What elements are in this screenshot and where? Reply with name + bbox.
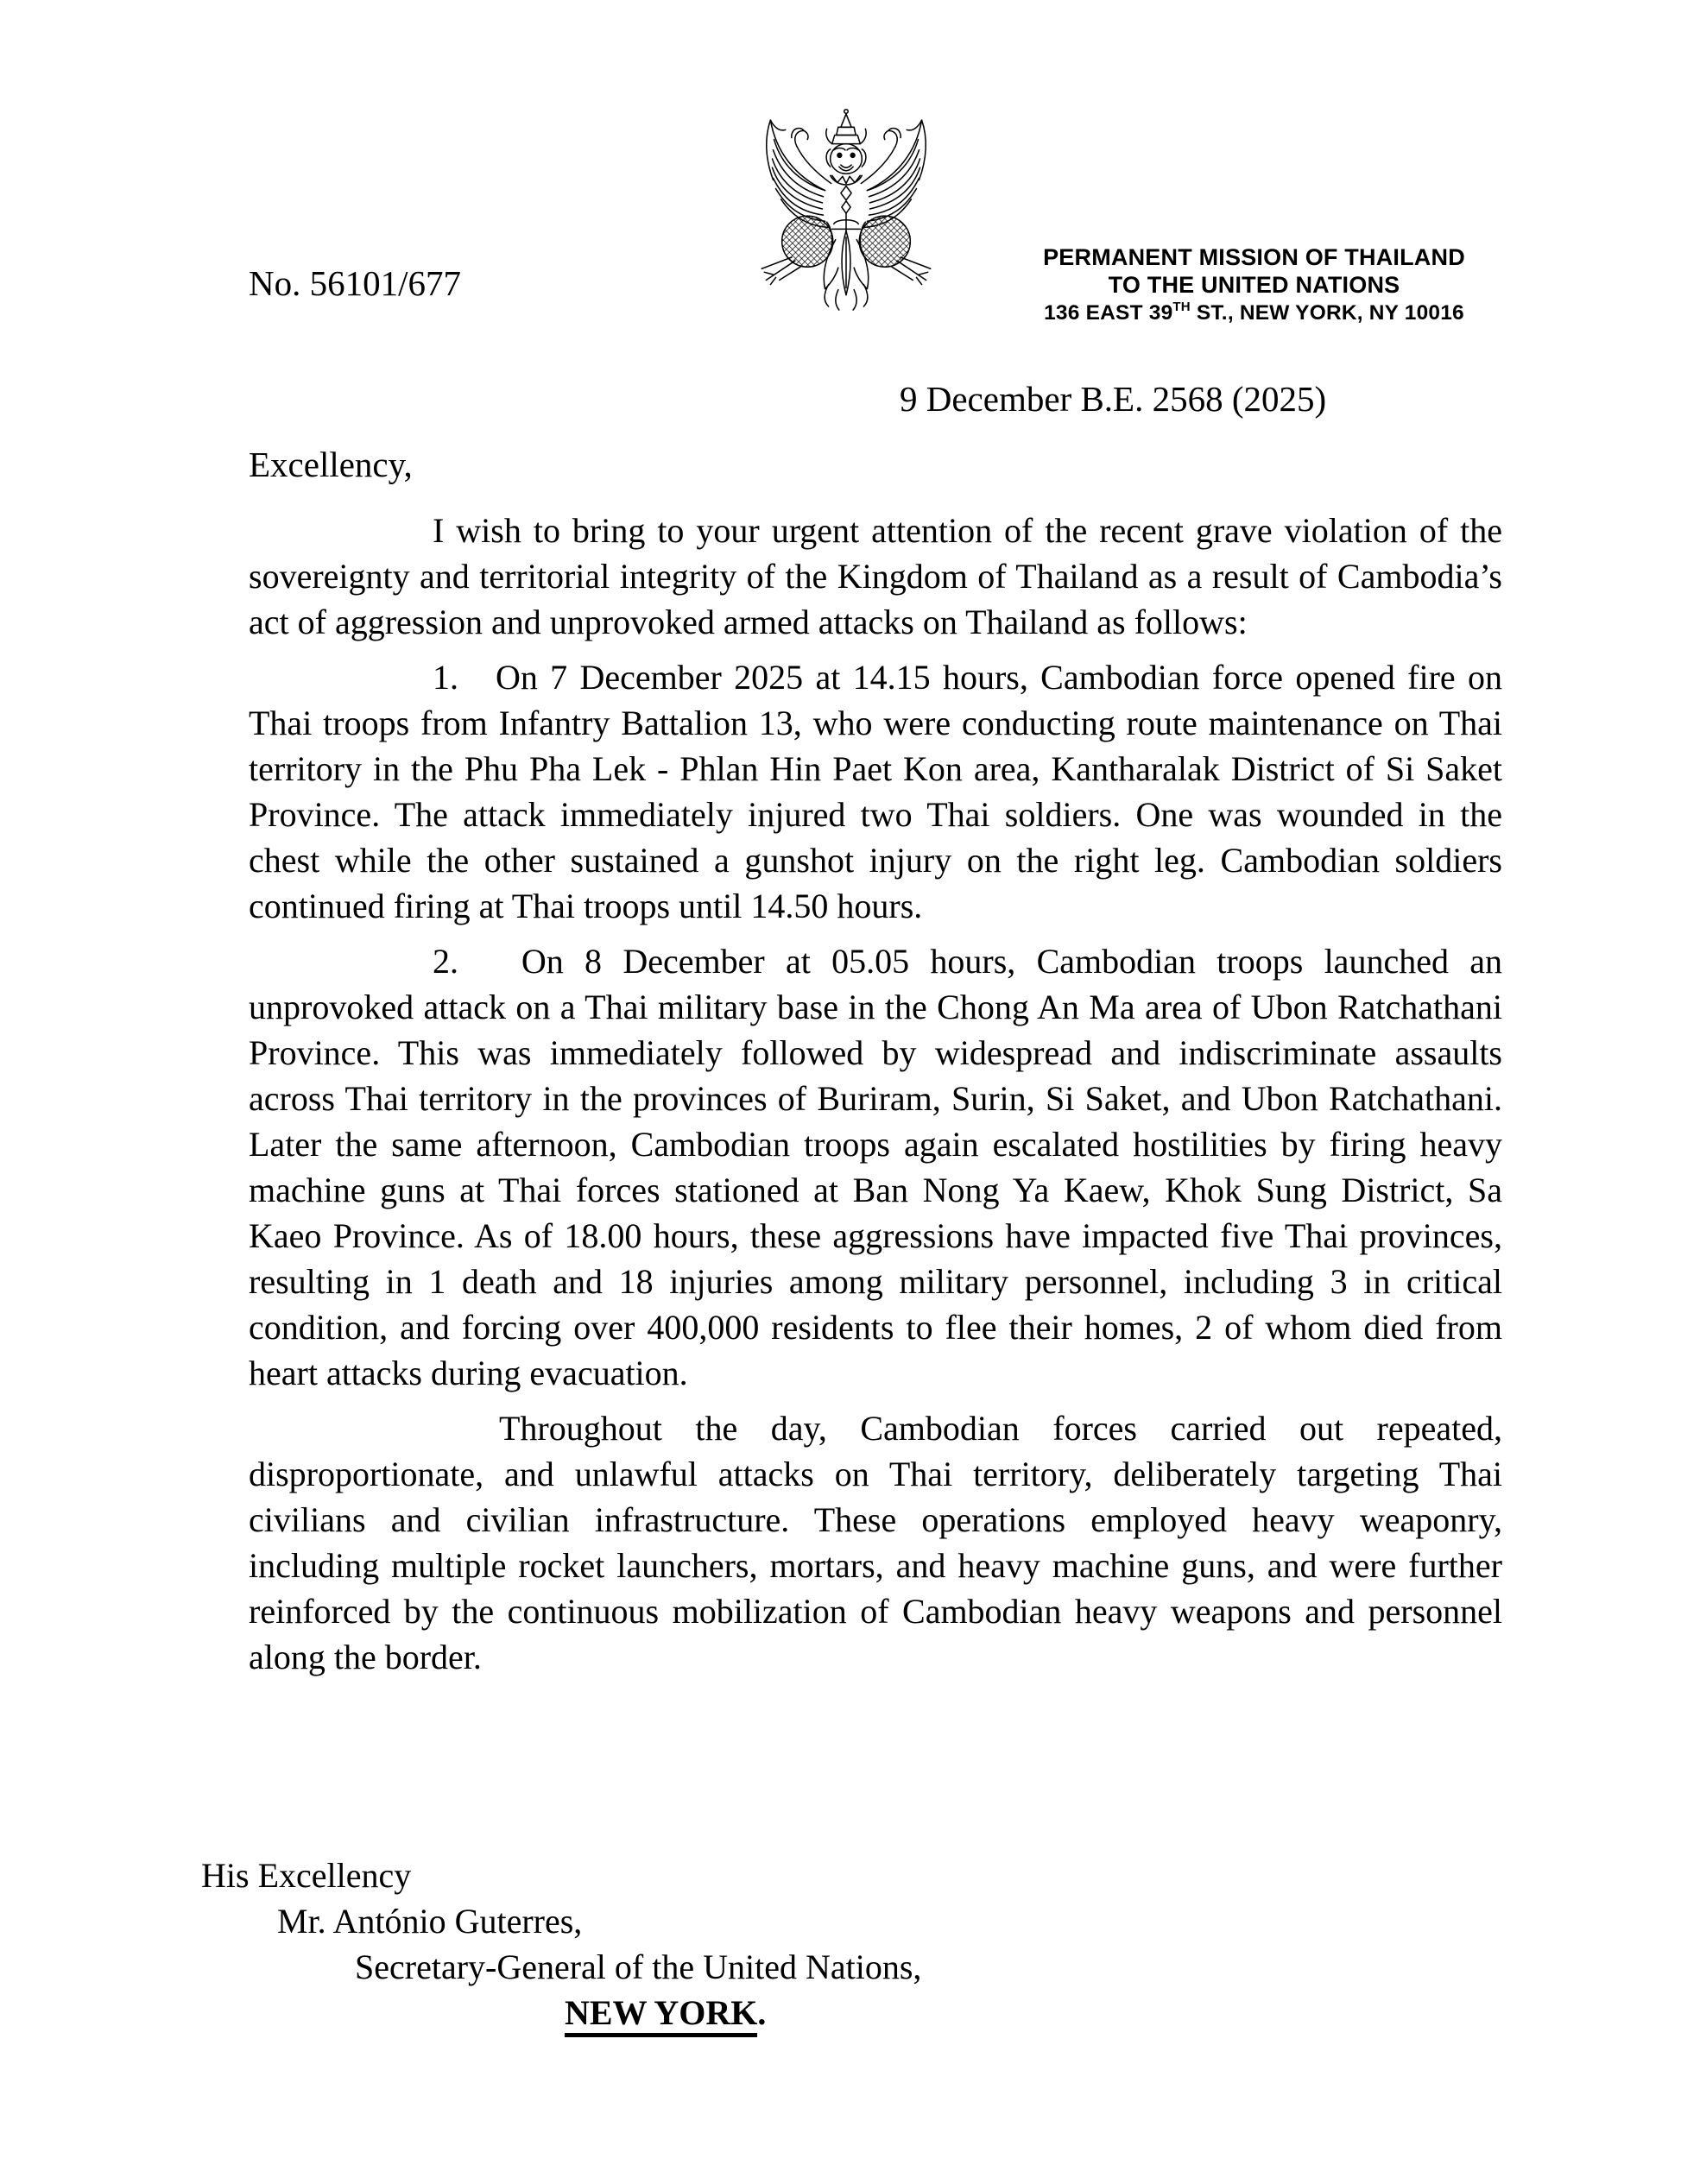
addressee-city-period: . — [757, 1993, 767, 2032]
mission-address-street: 136 EAST 39 — [1044, 301, 1173, 325]
paragraph-item-1: 1. On 7 December 2025 at 14.15 hours, Cambodian force opened fire on Thai troops from Infantry Battalion 13, who were conducting route maintenance on Thai territory in the Phu Pha Lek - Phlan Hin Paet Kon area, Kantharalak District of Si Saket Province. The attack immediately injured two Thai soldiers. One was wounded in the chest while the other sustained a gunshot injury on the right leg. Cambodian soldiers continued firing at Thai troops until 14.50 hours. — [249, 658, 1502, 925]
garuda-emblem-icon — [749, 107, 943, 311]
addressee-block — [201, 1853, 921, 2036]
paragraph-closing: Throughout the day, Cambodian forces carried out repeated, disproportionate, and unlawful attacks on Thai territory, deliberately targeting Thai civilians and civilian infrastructure. These operations employed heavy weaponry, including multiple rocket launchers, mortars, and heavy machine guns, and were further reinforced by the continuous mobilization of Cambodian heavy weapons and personnel along the border. — [249, 1409, 1502, 1676]
paragraph-intro: I wish to bring to your urgent attention of the recent grave violation of the sovereignty and territorial integrity of the Kingdom of Thailand as a result of Cambodia’s act of aggression and unprovoked armed attacks on Thailand as follows: — [249, 511, 1502, 641]
letter-date: 9 December B.E. 2568 (2025) — [900, 379, 1327, 419]
addressee-city-line — [201, 1990, 921, 2036]
mission-letterhead — [1019, 243, 1489, 328]
addressee-name: Mr. António Guterres, — [277, 1902, 583, 1941]
mission-address — [1019, 299, 1489, 328]
mission-address-city: ST., NEW YORK, NY 10016 — [1190, 301, 1464, 325]
mission-address-ordinal: TH — [1172, 299, 1191, 314]
addressee-title: Secretary-General of the United Nations, — [355, 1947, 922, 1986]
reference-number: No. 56101/677 — [249, 263, 461, 303]
paragraph-item-2: 2. On 8 December at 05.05 hours, Cambodian troops launched an unprovoked attack on a Thai military base in the Chong An Ma area of Ubon Ratchathani Province. This was immediately followed by widespread and indiscriminate assaults across Thai territory in the provinces of Buriram, Surin, Si Saket, and Ubon Ratchathani. Later the same afternoon, Cambodian troops again escalated hostilities by firing heavy machine guns at Thai forces stationed at Ban Nong Ya Kaew, Khok Sung District, Sa Kaeo Province. As of 18.00 hours, these aggressions have impacted five Thai provinces, resulting in 1 death and 18 injuries among military personnel, including 3 in critical condition, and forcing over 400,000 residents to flee their homes, 2 of whom died from heart attacks during evacuation. — [249, 942, 1502, 1392]
mission-name-line2: TO THE UNITED NATIONS — [1108, 272, 1400, 298]
salutation: Excellency, — [249, 445, 413, 484]
mission-name-line1: PERMANENT MISSION OF THAILAND — [1043, 244, 1465, 270]
letter-body — [249, 508, 1502, 1689]
addressee-honorific: His Excellency — [201, 1856, 412, 1895]
addressee-city: NEW YORK — [565, 1993, 757, 2037]
